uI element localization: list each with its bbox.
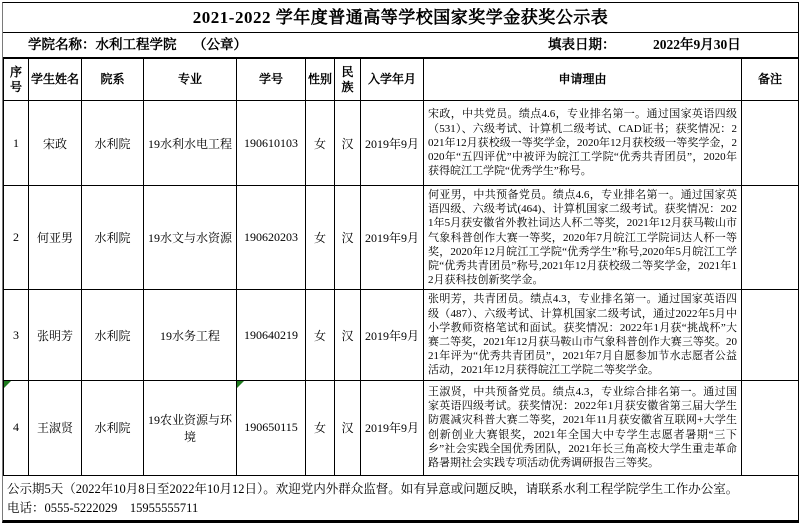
col-header-ethnicity: 民族 xyxy=(335,59,361,101)
table-row xyxy=(4,186,799,290)
table-row xyxy=(4,101,799,186)
cell-major: 19水利水电工程 xyxy=(144,101,237,186)
col-header-remark: 备注 xyxy=(742,59,799,101)
cell-department: 水利院 xyxy=(82,290,144,380)
cell-department: 水利院 xyxy=(82,380,144,475)
page-title: 2021-2022 学年度普通高等学校国家奖学金获奖公示表 xyxy=(3,3,798,33)
table-row xyxy=(4,380,799,475)
col-header-student-name: 学生姓名 xyxy=(29,59,82,101)
col-header-application-reason: 申请理由 xyxy=(424,59,742,101)
excel-error-triangle-icon xyxy=(4,381,11,388)
cell-index: 4 xyxy=(4,380,29,475)
footer-phone-line: 电话：0555-5222029 15955555711 xyxy=(7,501,199,516)
footer-notice-line: 公示期5天（2022年10月8日至2022年10月12日）。欢迎党内外群众监督。如有异意或问题反映，请联系水利工程学院学生工作办公室。 xyxy=(7,481,739,496)
col-header-enroll-date: 入学年月 xyxy=(361,59,424,101)
cell-gender: 女 xyxy=(306,101,335,186)
cell-remark xyxy=(742,380,799,475)
cell-application-reason: 何亚男，中共预备党员。绩点4.6，专业排名第一。通过国家英语四级、六级考试(464)、计算机国家二级考试。获奖情况：2021年5月获安徽省外教社词达人杯二等奖，2021年12月获马鞍山市气象科普创作大赛一等奖，2020年7月皖江工学院词达人杯一等奖，2020年12月皖江工学院“优秀学生”称号,2020年5月皖江工学院“优秀共青团员”称号,2021年12月获校级二等奖学金，2021年12月获科技创新奖学金。 xyxy=(424,186,742,290)
cell-ethnicity: 汉 xyxy=(335,380,361,475)
cell-student-id: 190640219 xyxy=(237,290,306,380)
cell-student-name: 何亚男 xyxy=(29,186,82,290)
col-header-gender: 性别 xyxy=(306,59,335,101)
college-name-label: 学院名称：水利工程学院 xyxy=(28,37,177,52)
cell-student-id: 190650115 xyxy=(237,380,306,475)
official-seal-label: （公章） xyxy=(193,37,247,52)
cell-major: 19水务工程 xyxy=(144,290,237,380)
cell-student-name: 张明芳 xyxy=(29,290,82,380)
cell-index: 1 xyxy=(4,101,29,186)
award-table xyxy=(3,58,799,476)
cell-remark xyxy=(742,101,799,186)
cell-ethnicity: 汉 xyxy=(335,186,361,290)
cell-student-name: 宋政 xyxy=(29,101,82,186)
cell-student-id: 190620203 xyxy=(237,186,306,290)
table-row xyxy=(4,290,799,380)
cell-gender: 女 xyxy=(306,380,335,475)
excel-error-triangle-icon xyxy=(237,381,244,388)
info-row xyxy=(3,33,798,58)
cell-enroll-date: 2019年9月 xyxy=(361,186,424,290)
cell-gender: 女 xyxy=(306,186,335,290)
cell-remark xyxy=(742,186,799,290)
cell-major: 19水文与水资源 xyxy=(144,186,237,290)
col-header-index: 序号 xyxy=(4,59,29,101)
table-header-row xyxy=(4,59,799,101)
cell-index: 3 xyxy=(4,290,29,380)
cell-application-reason: 宋政，中共党员。绩点4.6，专业排名第一。通过国家英语四级（531）、六级考试、计算机二级考试、CAD证书；获奖情况：2021年12月获校级一等奖学金，2020年12月获校级一等奖学金，2020年“五四评优”中被评为皖江工学院“优秀共青团员”，2020年获得皖江工学院“优秀学生”称号。 xyxy=(424,101,742,186)
col-header-major: 专业 xyxy=(144,59,237,101)
public-notice-footer xyxy=(3,476,798,521)
cell-student-name: 王淑贤 xyxy=(29,380,82,475)
cell-index: 2 xyxy=(4,186,29,290)
cell-major: 19农业资源与环境 xyxy=(144,380,237,475)
scholarship-table-document xyxy=(2,2,799,523)
cell-department: 水利院 xyxy=(82,101,144,186)
fill-date-label: 填表日期： xyxy=(548,37,616,52)
col-header-student-id: 学号 xyxy=(237,59,306,101)
cell-application-reason: 王淑贤，中共预备党员。绩点4.3，专业综合排名第一。通过国家英语四级考试。获奖情况：2022年1月获安徽省第三届大学生防震减灾科普大赛二等奖，2021年11月获安徽省互联网+大学生创新创业大赛银奖，2021年全国大中专学生志愿者暑期“三下乡”社会实践全国优秀团队，2021年长三角高校大学生重走革命路暑期社会实践专项活动优秀调研报告三等奖。 xyxy=(424,380,742,475)
cell-enroll-date: 2019年9月 xyxy=(361,290,424,380)
cell-student-id: 190610103 xyxy=(237,101,306,186)
cell-ethnicity: 汉 xyxy=(335,290,361,380)
cell-department: 水利院 xyxy=(82,186,144,290)
cell-ethnicity: 汉 xyxy=(335,101,361,186)
cell-enroll-date: 2019年9月 xyxy=(361,101,424,186)
fill-date-value: 2022年9月30日 xyxy=(653,37,741,52)
cell-application-reason: 张明芳，共青团员。绩点4.3，专业排名第一。通过国家英语四级（487）、六级考试、计算机国家二级考试，通过2022年5月中小学教师资格笔试和面试。获奖情况：2022年1月获“挑战杯”大赛二等奖，2021年12月获马鞍山市气象科普创作大赛三等奖。2021年评为“优秀共青团员”，2021年7月自愿参加节水志愿者公益活动，2021年12月获得皖江工学院二等奖学金。 xyxy=(424,290,742,380)
col-header-department: 院系 xyxy=(82,59,144,101)
cell-remark xyxy=(742,290,799,380)
cell-enroll-date: 2019年9月 xyxy=(361,380,424,475)
cell-gender: 女 xyxy=(306,290,335,380)
